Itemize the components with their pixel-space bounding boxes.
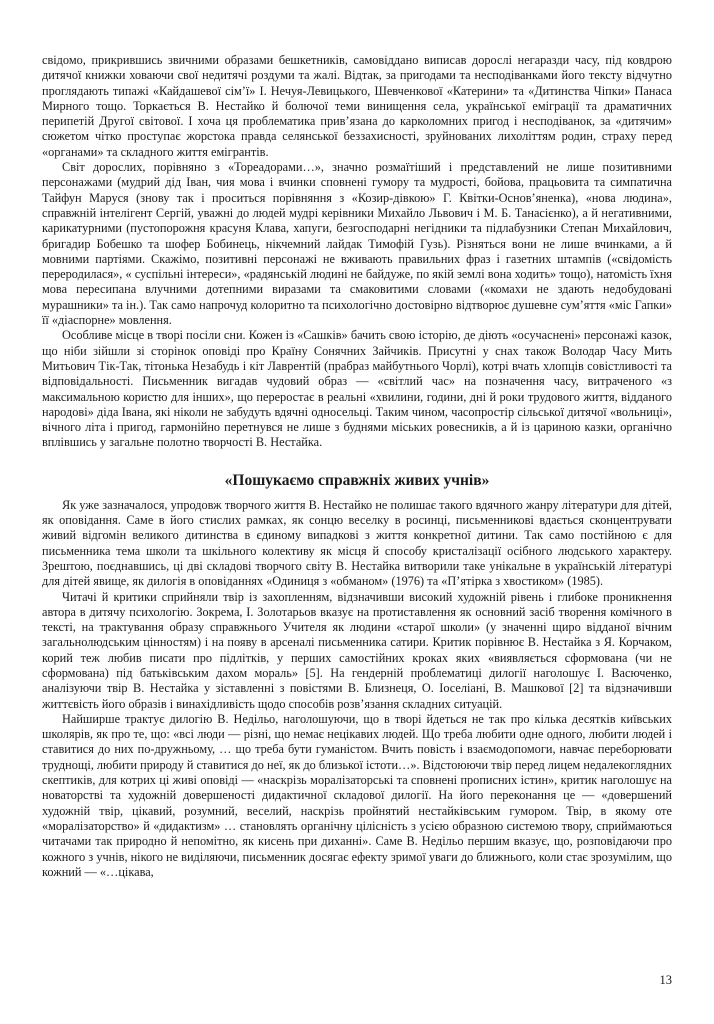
paragraph-adult-world: Світ дорослих, порівняно з «Тореадорами…», значно розмаїтіший і представлений не лише позитивними персонажами (мудрий дід Іван, чия мова і вчинки сповнені гумору та мудрості, бойова, працьовита та симпатична Тайфун Маруся (знову так і проситься порівняння з «Козир-дівкою» Г. Квітки-Основ’яненка), «нова людина», справжній інтелігент Сергій, уважні до людей мудрі керівники Михайло Львович і М. Б. Танасієнко), а й негативними, карикатурними (пустопорожня красуня Клава, хапуги, безгосподарні негідники та підлабузники Степан Михайлович, бригадир Бобешко та шофер Бобинець, нікчемний лайдак Тимофій Гузь). Різняться вони не лише вчинками, а й мовними партіями. Скажімо, позитивні персонажі не вживають правильних фраз і газетних штампів («свідомість переродилася», « суспільні інтереси», «радянській людині не байдуже, по якій землі вона ходить» тощо), натомість їхня мова пересипана влучними дотепними виразами та смаковитими словами («комахи не здають недобудовані мурашники» та ін.). Так само напрочуд колоритно та психологічно достовірно відтворює душевне сум’яття «міс Гапки» її «діаспорне» мовлення.	[42, 160, 672, 328]
paragraph-stories: Як уже зазначалося, упродовж творчого життя В. Нестайко не полишає такого вдячного жанру літератури для дітей, як оповідання. Саме в його стислих рамках, як сонцю веселку в росинці, письменникові вдається сконцентрувати живий відгомін великого дитинства в єдиному випадкові з життя конкретної дитини. Так само постійною є для письменника тема школи та шкільного колективу як місця й способу кристалізації осібного людського характеру. Зрештою, поєднавшись, ці дві складові творчого світу В. Нестайка витворили таке унікальне в українській літературі для дітей явище, як дилогія в оповіданнях «Одиниця з «обманом» (1976) та «П’ятірка з хвостиком» (1985).	[42, 497, 672, 589]
document-page	[42, 53, 672, 1013]
page-number: 13	[659, 973, 672, 987]
paragraph-intro: свідомо, прикрившись звичними образами бешкетників, самовіддано виписав дорослі негаразди часу, під ковдрою дитячої книжки ховаючи свої недитячі роздуми та жалі. Відтак, за пригодами та несподіванками його тексту відчутно проглядають типажі «Кайдашевої сім’ї» І. Нечуя-Левицького, Шевченкової «Катерини» та «Дитинства Чіпки» Панаса Мирного тощо. Торкається В. Нестайко й болючої теми винищення села, української еміграції та драматичних перипетій Другої світової. І хоча ця проблематика прив’язана до карколомних пригод і несподіванок, за «дитячим» сюжетом чітко проступає жорстока правда селянської беззахисності, зруйнованих лихоліттям родин, страху перед «органами» та складного життя емігрантів.	[42, 53, 672, 159]
section-heading: «Пошукаємо справжніх живих учнів»	[224, 471, 490, 489]
paragraph-dreams: Особливе місце в творі посіли сни. Кожен із «Сашків» бачить свою історію, де діють «осучаснені» персонажі казок, що ніби зійшли зі сторінок оповіді про Країну Сонячних Зайчиків. Присутні у снах також Володар Часу Мить Митьович Тік-Так, тітонька Незабудь і кіт Лаврентій (прабраз майбутнього Чорлі), котрі вчать хлопців совістливості та відповідальності. Письменник вигадав чудовий образ — «світлий час» на позначення часу, витраченого «з максимальною користю для інших», що переростає в реальні «хвилини, години, дні й роки трудового життя, відданого народові» діда Івана, які ніколи не забудуть вдячні односельці. Таким чином, часопростір сільської дитячої «вольниці», вічного літа і пригод, гармонійно перетнувся не лише з буднями міських ровесників, а й із цариною казки, органічно вплівшись у загальне полотно творчості В. Нестайка.	[42, 328, 672, 450]
paragraph-nedilko: Найширше трактує дилогію В. Недільо, наголошуючи, що в творі йдеться не так про кілька десятків київських школярів, як про те, що: «всі люди — різні, що немає нецікавих людей. Що треба любити одне одного, любити людей і ставитися до них по-дружньому, … що треба бути гуманістом. Вчить повість і взаємодопомоги, навчає переборювати труднощі, любити природу й ставитися до неї, як до близької істоти…». Відстоюючи твір перед лицем недалекоглядних скептиків, для котрих ці живі оповіді — «наскрізь моралізаторські та сповнені прописних істин», критик наголошує на новаторстві та художній довершеності дидактичної складової дилогії. На його переконання це — «довершений художній твір, цікавий, розумний, веселий, наскрізь пройнятий нестайківським гумором. Твір, в якому оте «моралізаторство» й «дидактизм» … становлять органічну цілісність з усією образною системою твору, сприймаються читачами так природно й непомітно, як кисень при диханні». Саме В. Недільо першим вказує, що, розповідаючи про кожного з учнів, нікого не виділяючи, письменник досягає ефекту зримої уваги до ближнього, коли стає зрозумілим, що кожний — «…цікава,	[42, 711, 672, 879]
paragraph-critics: Читачі й критики сприйняли твір із захопленням, відзначивши високий художній рівень і глибоке проникнення автора в дитячу психологію. Зокрема, І. Золотарьов вказує на протиставлення як основний засіб творення комічного в тексті, на трактування образу справжнього Учителя як людини «старої школи» (у значенні щиро відданої вічним загальнолюдським цінностям) і на появу в арсеналі письменника сатири. Критик порівнює В. Нестайка з Я. Корчаком, корий теж любив писати про підлітків, у перших самостійних кроках яких «виявляється сформована (чи не сформована) під батьківським дахом мораль» [5]. На гендерній проблематиці дилогії наголошує І. Васюченко, аналізуючи твір В. Нестайка у зіставленні з повістями В. Близнеця, О. Іоселіані, В. Машкової [2] та відзначивши життєвість його образів і винахідливість щодо способів розв’язання складних ситуацій.	[42, 589, 672, 711]
